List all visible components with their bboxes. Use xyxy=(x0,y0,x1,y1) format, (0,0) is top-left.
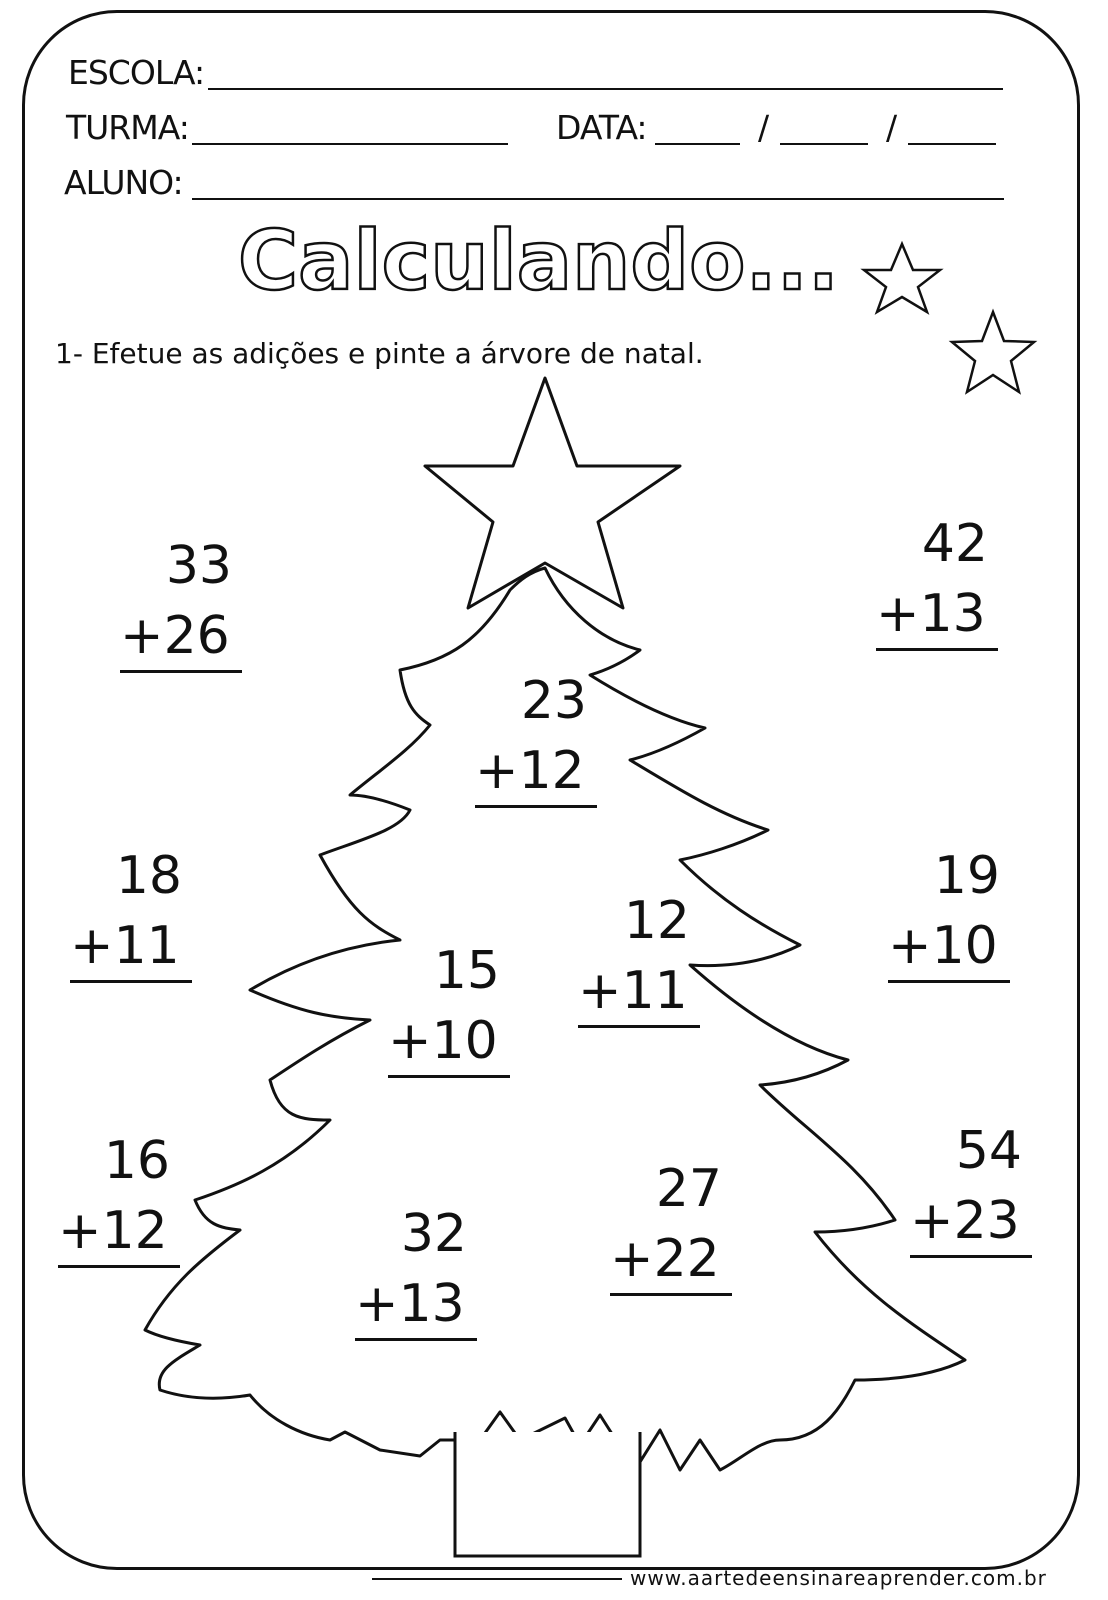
problem-4 xyxy=(70,846,200,983)
problem-addend: +13 xyxy=(876,584,986,644)
problem-top-number: 32 xyxy=(400,1204,467,1264)
answer-line[interactable] xyxy=(876,648,998,651)
aluno-label: ALUNO: xyxy=(64,163,183,202)
problem-8 xyxy=(58,1131,188,1268)
problem-5 xyxy=(888,846,1018,983)
problem-2 xyxy=(876,514,1006,651)
decorative-star-icon xyxy=(864,244,940,312)
problem-6 xyxy=(578,891,708,1028)
instruction-text: 1- Efetue as adições e pinte a árvore de natal. xyxy=(55,337,704,370)
problem-top-number: 27 xyxy=(655,1159,722,1219)
answer-line[interactable] xyxy=(475,805,597,808)
date-separator-1: / xyxy=(758,108,769,147)
decorative-star-icon xyxy=(952,312,1034,392)
problem-top-number: 23 xyxy=(520,671,587,731)
answer-line[interactable] xyxy=(910,1255,1032,1258)
problem-top-number: 42 xyxy=(921,514,988,574)
problem-addend: +10 xyxy=(388,1011,498,1071)
page-title: Calculando... xyxy=(238,214,839,309)
problem-11 xyxy=(355,1204,485,1341)
footer-url: www.aartedeensinareaprender.com.br xyxy=(630,1566,1047,1590)
answer-line[interactable] xyxy=(120,670,242,673)
problem-addend: +11 xyxy=(70,916,180,976)
answer-line[interactable] xyxy=(388,1075,510,1078)
answer-line[interactable] xyxy=(70,980,192,983)
problem-9 xyxy=(910,1121,1040,1258)
escola-label: ESCOLA: xyxy=(68,53,205,92)
tree-top-star-icon xyxy=(425,378,680,608)
problem-top-number: 33 xyxy=(165,536,232,596)
date-separator-2: / xyxy=(886,108,897,147)
problem-top-number: 12 xyxy=(623,891,690,951)
problem-7 xyxy=(388,941,518,1078)
problem-3 xyxy=(475,671,605,808)
problem-top-number: 19 xyxy=(933,846,1000,906)
problem-addend: +12 xyxy=(475,741,585,801)
problem-addend: +22 xyxy=(610,1229,720,1289)
answer-line[interactable] xyxy=(58,1265,180,1268)
problem-1 xyxy=(120,536,250,673)
tree-trunk-icon xyxy=(455,1432,640,1556)
problem-top-number: 18 xyxy=(115,846,182,906)
problem-addend: +12 xyxy=(58,1201,168,1261)
footer-rule xyxy=(372,1578,622,1580)
answer-line[interactable] xyxy=(610,1293,732,1296)
turma-label: TURMA: xyxy=(66,108,189,147)
problem-addend: +13 xyxy=(355,1274,465,1334)
problem-top-number: 15 xyxy=(433,941,500,1001)
answer-line[interactable] xyxy=(888,980,1010,983)
data-label: DATA: xyxy=(556,108,647,147)
problem-addend: +11 xyxy=(578,961,688,1021)
problem-top-number: 54 xyxy=(955,1121,1022,1181)
problem-top-number: 16 xyxy=(103,1131,170,1191)
problem-addend: +10 xyxy=(888,916,998,976)
problem-10 xyxy=(610,1159,740,1296)
answer-line[interactable] xyxy=(578,1025,700,1028)
problem-addend: +26 xyxy=(120,606,230,666)
answer-line[interactable] xyxy=(355,1338,477,1341)
problem-addend: +23 xyxy=(910,1191,1020,1251)
